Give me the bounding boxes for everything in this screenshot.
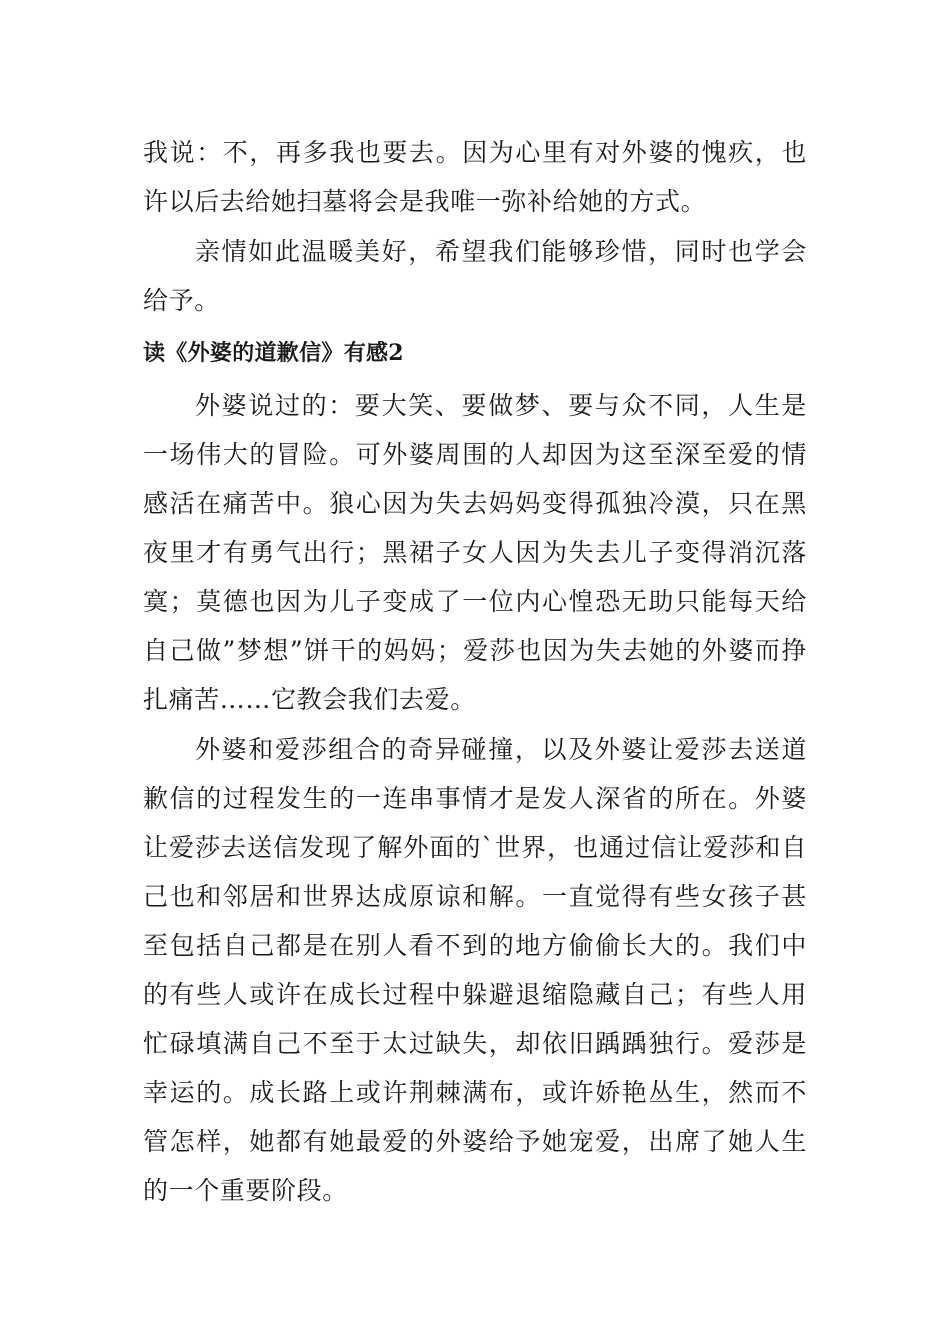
section-title: 读《外婆的道歉信》有感2 [143, 340, 404, 366]
paragraph-apology-visit: 我说：不，再多我也要去。因为心里有对外婆的愧疚，也许以后去给她扫墓将会是我唯一弥补给她的方式。 [143, 138, 807, 216]
paragraph-grandma-adventure: 外婆说过的：要大笑、要做梦、要与众不同，人生是一场伟大的冒险。可外婆周围的人却因为这至深至爱的情感活在痛苦中。狼心因为失去妈妈变得孤独冷漠，只在黑夜里才有勇气出行；黑裙子女人因为失去儿子变得消沉落寞；莫德也因为儿子变成了一位内心惶恐无助只能每天给自己做”梦想”饼干的妈妈；爱莎也因为失去她的外婆而挣扎痛苦……它教会我们去爱。 [143, 391, 807, 714]
document-body [143, 128, 807, 1215]
paragraph-family-love: 亲情如此温暖美好，希望我们能够珍惜，同时也学会给予。 [143, 237, 807, 315]
paragraph-elsa-growth: 外婆和爱莎组合的奇异碰撞，以及外婆让爱莎去送道歉信的过程发生的一连串事情才是发人深省的所在。外婆让爱莎去送信发现了解外面的`世界，也通过信让爱莎和自己也和邻居和世界达成原谅和解。一直觉得有些女孩子甚至包括自己都是在别人看不到的地方偷偷长大的。我们中的有些人或许在成长过程中躲避退缩隐藏自己；有些人用忙碌填满自己不至于太过缺失，却依旧踽踽独行。爱莎是幸运的。成长路上或许荆棘满布，或许娇艳丛生，然而不管怎样，她都有她最爱的外婆给予她宠爱，出席了她人生的一个重要阶段。 [143, 735, 807, 1205]
